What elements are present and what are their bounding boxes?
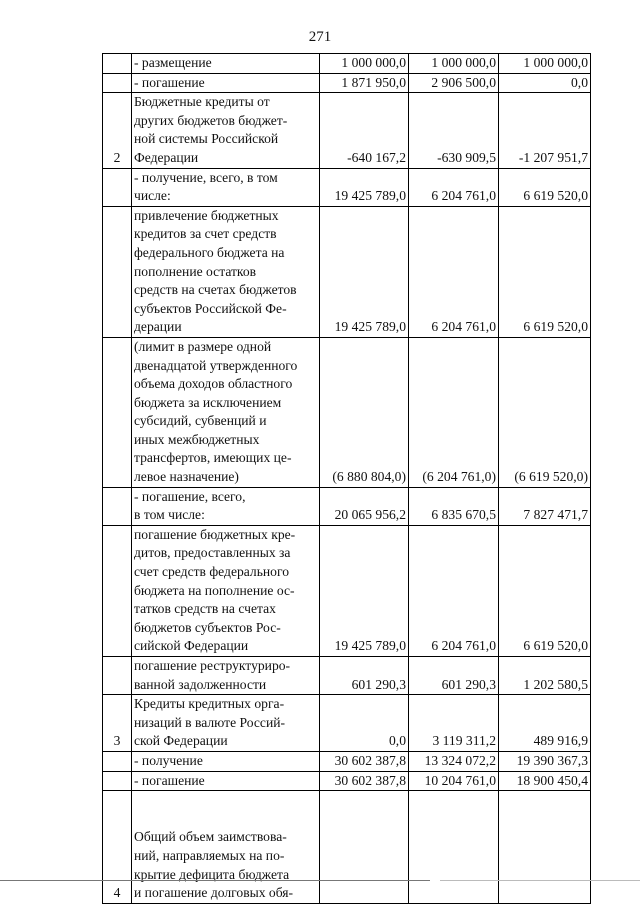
row-name: (лимит в размере одной двенадцатой утвержденного объема доходов областного бюджета за исключением субсидий, субвенций и иных межбюджетных трансфертов, имеющих це- левое назначение) [132, 337, 320, 487]
row-name: Общий объем заимствова- ний, направляемых на по- крытие дефицита бюджета и погашение долговых обя- [132, 791, 320, 904]
table-row [103, 487, 591, 525]
row-number: 2 [103, 93, 132, 168]
row-number: 4 [103, 791, 132, 904]
row-value-3: 489 916,9 [499, 695, 591, 752]
row-value-1: 19 425 789,0 [320, 206, 409, 337]
table-row [103, 525, 591, 656]
row-value-1: 1 000 000,0 [320, 54, 409, 74]
row-name: Бюджетные кредиты от других бюджетов бюджет- ной системы Российской Федерации [132, 93, 320, 168]
row-value-2: 601 290,3 [409, 657, 499, 695]
row-value-2: 1 000 000,0 [409, 54, 499, 74]
table-row [103, 695, 591, 752]
table-body [103, 54, 591, 904]
row-value-2: -630 909,5 [409, 93, 499, 168]
row-value-1: 30 602 387,8 [320, 751, 409, 771]
row-value-3: 6 619 520,0 [499, 168, 591, 206]
row-number [103, 73, 132, 93]
row-value-2: 10 204 761,0 [409, 771, 499, 791]
row-value-3: 0,0 [499, 73, 591, 93]
page-bottom-divider [0, 880, 430, 881]
row-number [103, 168, 132, 206]
row-value-1: (6 880 804,0) [320, 337, 409, 487]
row-value-1: 30 602 387,8 [320, 771, 409, 791]
row-value-2: 3 119 311,2 [409, 695, 499, 752]
row-value-2: 6 204 761,0 [409, 206, 499, 337]
row-value-3 [499, 791, 591, 904]
row-value-1: 19 425 789,0 [320, 525, 409, 656]
table-row [103, 337, 591, 487]
table-row [103, 54, 591, 74]
table-row [103, 751, 591, 771]
row-value-3: 7 827 471,7 [499, 487, 591, 525]
row-number [103, 657, 132, 695]
row-value-2: 6 204 761,0 [409, 525, 499, 656]
row-value-1: 20 065 956,2 [320, 487, 409, 525]
row-value-1: -640 167,2 [320, 93, 409, 168]
page-bottom-divider-faint [440, 880, 640, 881]
row-value-1: 19 425 789,0 [320, 168, 409, 206]
table-row [103, 206, 591, 337]
row-name: погашение бюджетных кре- дитов, предоставленных за счет средств федерального бюджета на пополнение ос- татков средств на счетах бюджетов субъектов Рос- сийской Федерации [132, 525, 320, 656]
page-number: 271 [308, 29, 332, 45]
row-value-1: 0,0 [320, 695, 409, 752]
row-name: привлечение бюджетных кредитов за счет средств федерального бюджета на пополнение остатков средств на счетах бюджетов субъектов Российской Фе- дерации [132, 206, 320, 337]
row-value-1: 601 290,3 [320, 657, 409, 695]
row-name: - получение, всего, в том числе: [132, 168, 320, 206]
row-name: - погашение [132, 73, 320, 93]
table-row [103, 168, 591, 206]
row-value-3: -1 207 951,7 [499, 93, 591, 168]
row-number [103, 487, 132, 525]
row-name: погашение реструктуриро- ванной задолженности [132, 657, 320, 695]
row-number [103, 751, 132, 771]
table-row [103, 657, 591, 695]
row-value-1: 1 871 950,0 [320, 73, 409, 93]
table-row [103, 93, 591, 168]
row-name: - размещение [132, 54, 320, 74]
row-number [103, 337, 132, 487]
row-value-3: 19 390 367,3 [499, 751, 591, 771]
row-value-1 [320, 791, 409, 904]
row-value-2 [409, 791, 499, 904]
row-value-3: 1 202 580,5 [499, 657, 591, 695]
row-value-2: 2 906 500,0 [409, 73, 499, 93]
row-number [103, 206, 132, 337]
table-row [103, 73, 591, 93]
row-name: - погашение, всего, в том числе: [132, 487, 320, 525]
row-value-3: 6 619 520,0 [499, 206, 591, 337]
row-value-2: 6 204 761,0 [409, 168, 499, 206]
row-value-3: 6 619 520,0 [499, 525, 591, 656]
row-number [103, 771, 132, 791]
row-number [103, 54, 132, 74]
row-value-3: 1 000 000,0 [499, 54, 591, 74]
row-value-2: (6 204 761,0) [409, 337, 499, 487]
row-name: - погашение [132, 771, 320, 791]
table-row [103, 771, 591, 791]
row-name: - получение [132, 751, 320, 771]
row-value-3: 18 900 450,4 [499, 771, 591, 791]
row-number [103, 525, 132, 656]
row-value-3: (6 619 520,0) [499, 337, 591, 487]
row-name: Кредиты кредитных орга- низаций в валюте Россий- ской Федерации [132, 695, 320, 752]
row-value-2: 6 835 670,5 [409, 487, 499, 525]
borrowing-table [102, 53, 591, 904]
row-value-2: 13 324 072,2 [409, 751, 499, 771]
table-row [103, 791, 591, 904]
row-number: 3 [103, 695, 132, 752]
